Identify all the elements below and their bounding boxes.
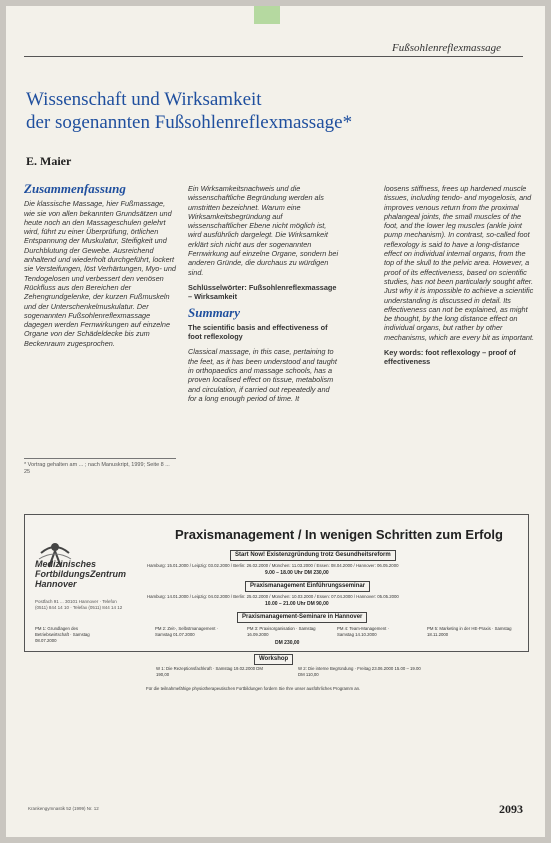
box-einfuehrungsseminar: Praxismanagement Einführungsseminar — [245, 581, 370, 592]
footnote: * Vortrag gehalten am ... ; nach Manuskript, 1999; Seite 8 ... 25 — [24, 458, 176, 476]
institution-name: Medizinisches FortbildungsZentrum Hannover — [35, 559, 126, 589]
column-1 — [24, 181, 176, 354]
page-tab-marker — [254, 6, 280, 24]
box-workshop: Workshop — [254, 654, 293, 665]
running-head-text: Fußsohlenreflexmassage — [388, 42, 505, 54]
ad-title: Praxismanagement / In wenigen Schritten zum Erfolg — [175, 527, 503, 542]
summary-lead: The scientific basis and effectiveness of foot reflexology — [188, 322, 328, 342]
abstract-text: Die klassische Massage, hier Fußmassage, wie sie von allen bekannten Grundsätzen und heute noch an den Massageschulen gelehrt wird, führt zu einer Überprüfung, örtlichen Entspannung der Muskulatur, Steifigkeit und Durchblutung der Gewebe. Ausreichend anhaltend und wiederholt durchgeführt, lockert sie Versteifungen, löst Verhärtungen, Myo- und Tendogelosen und verbessert den venösen Rückfluss aus den Bereichen der Zehengrundgelenke, der kurzen Fußmuskeln und der Unterschenkelmuskulatur. Der sogenannten Fußsohlenreflexmassage dagegen werden Fernwirkungen auf einzelne Organe von der Schädeldecke bis zum Beckenraum zugesprochen. — [24, 199, 176, 348]
title-line-1: Wissenschaft und Wirksamkeit — [26, 89, 262, 110]
keywords-de: Schlüsselwörter: Fußsohlenreflexmassage – Wirksamkeit — [188, 282, 337, 302]
author: E. Maier — [26, 154, 72, 168]
pm-5: PM 5: Marketing in der HE-Praxis · Samstag 18.11.2000 — [427, 626, 512, 637]
advertisement — [24, 514, 529, 652]
workshop-1: W 1: Die Rezeptionsfachkraft · Samstag 19.02.2000 DM 190,00 — [156, 666, 263, 677]
summary-text: Classical massage, in this case, pertaining to the feet, as it has been understood and taught in orthopaedics and massage schools, has a proven localised effect on tissue, metabolism and circulation, if carried out repeatedly and for a long enough period of time. It — [188, 347, 337, 403]
column-2 — [188, 184, 340, 409]
journal-page — [6, 6, 545, 837]
box1-price: 9.00 – 18.00 Uhr DM 230,00 — [265, 570, 329, 576]
pm-4: PM 4: Team-Management · Samstag 14.10.2000 — [337, 626, 389, 637]
pm-1: PM 1: Grundlagen des Betriebswirtschaft · Samstag 08.07.2000 — [35, 626, 90, 643]
abstract-continued: Ein Wirksamkeitsnachweis und die wissenschaftliche Begründung werden als umstritten bezeichnet. Warum eine Wirksamkeitsbegründung auf wissenschaftlicher Ebene nicht möglich ist, wird ausführlich dargelegt. Die Wirksamkeit erklärt sich nicht aus der sogenannten Fernwirkung auf einzelne Organe, sondern bei anderen Gründe, die durchaus zu würdigen sind. — [188, 184, 339, 277]
pm-3: PM 3: Praxisorganisation · Samstag 16.09.2000 — [247, 626, 316, 637]
column-3 — [384, 184, 536, 373]
page-number: 2093 — [499, 802, 523, 816]
pm-2: PM 2: Zeit-, Selbstmanagement · Samstag 01.07.2000 — [155, 626, 219, 637]
institution-contact: Postfach 91 ... 30101 Hannover · Telefon (0511) 844 14 10 · Telefax (0511) 844 14 12 — [35, 599, 123, 610]
keywords-en: Key words: foot reflexology – proof of effectiveness — [384, 348, 516, 367]
article-title — [26, 88, 486, 134]
box2-price: 10.00 – 21.00 Uhr DM 90,00 — [265, 601, 329, 607]
journal-citation: Krankengymnastik 52 (1999) Nr. 12 — [28, 806, 99, 811]
box1-dates: Hamburg: 15.01.2000 / Leipzig: 03.02.2000 / Berlin: 26.02.2000 / München: 11.03.2000 / Essen: 08.04.2000 / Hannover: 06.05.2000 — [147, 563, 399, 568]
box-seminare-hannover: Praxismanagement-Seminare in Hannover — [237, 612, 367, 623]
summary-heading: Summary — [188, 304, 241, 320]
box-existenzgruendung: Start Now! Existenzgründung trotz Gesundheitsreform — [230, 550, 396, 561]
box2-dates: Hamburg: 14.01.2000 / Leipzig: 04.02.2000 / Berlin: 25.02.2000 / München: 10.03.2000 / Essen: 07.04.2000 / Hannover: 05.05.2000 — [147, 594, 399, 599]
ad-note: Für die teilnahmefähige physiotherapeutischen Fortbildungen fordern Sie Ihre unser ausführliches Programm an. — [146, 686, 361, 691]
pm-price: DM 230,00 — [275, 640, 300, 646]
title-line-2: der sogenannten Fußsohlenreflexmassage* — [26, 112, 353, 133]
summary-continued: loosens stiffness, frees up hardened muscle tissues, including tendo- and myogelosis, and improves venous return from the proximal phalangeal joints, the small muscles of the foot, and the lower leg muscles (ankle joint pump mechanism). In contrast, so-called foot reflexology is said to have a long-distance effect on individual internal organs, from the top of the skull to the pelvic area. However, a proof of its effectiveness, based on scientific studies, has not been particularly sought after. Just why it is impossible to achieve a scientific understanding is discussed in detail. Its effectiveness can not be explained, as might be thought, by the long distance effect on individual organs, but rather by other mechanisms, which are every bit as important. — [384, 184, 535, 342]
workshop-2: W 2: Die interne Begründung · Freitag 23.06.2000 15.00 – 19.00 DM 110,00 — [298, 666, 421, 677]
running-head — [24, 42, 523, 57]
abstract-heading: Zusammenfassung — [24, 181, 126, 196]
